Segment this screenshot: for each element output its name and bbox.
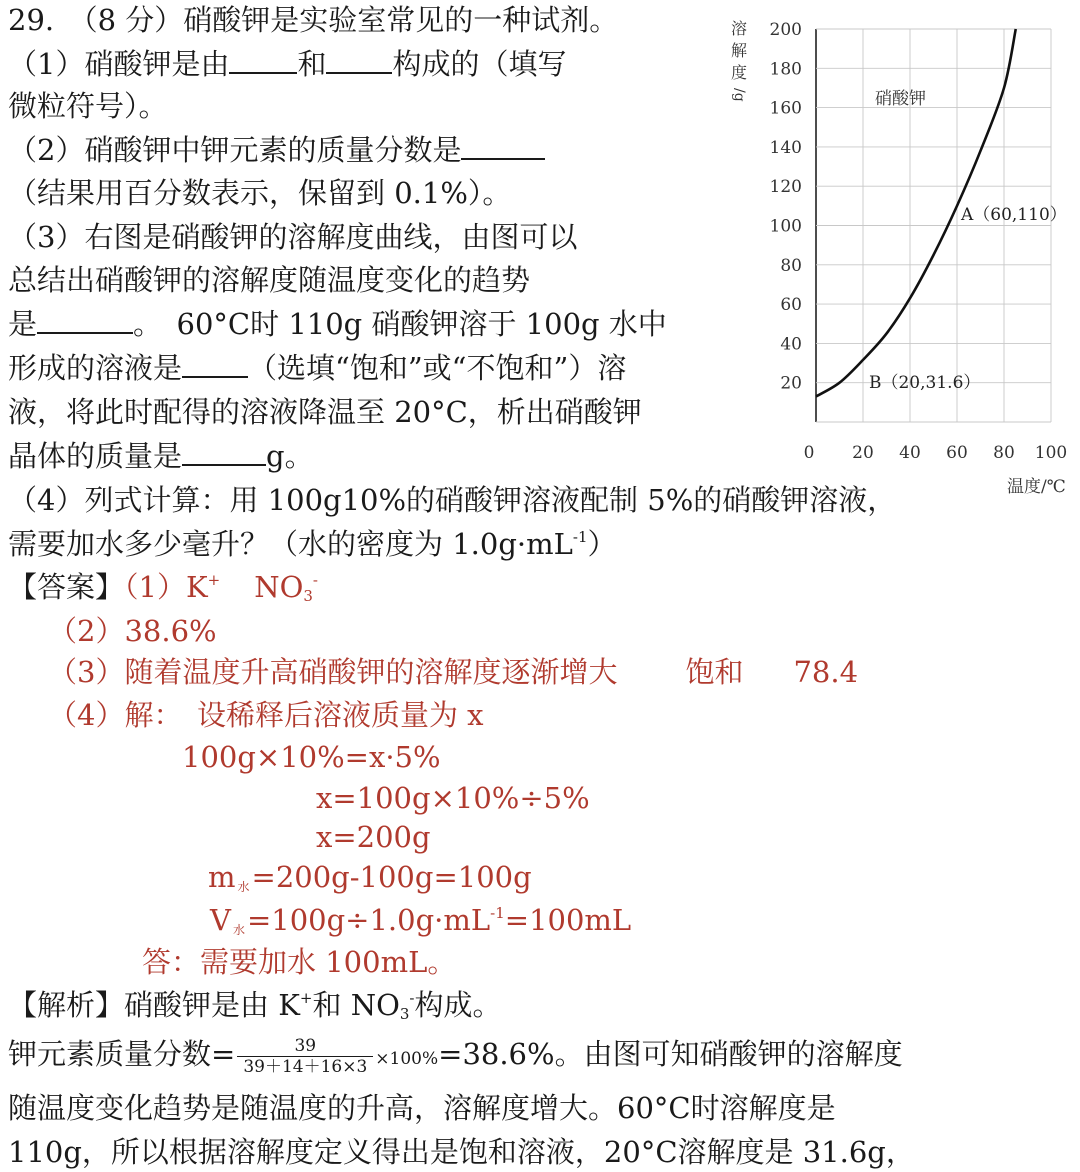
y-tick-label: 140 xyxy=(769,137,802,158)
y-tick-label: 200 xyxy=(769,20,802,40)
solution-step-4: m $_水$=200g-100g=100g xyxy=(208,860,532,894)
answer-blank-4[interactable] xyxy=(37,306,133,334)
question-line-3: 微粒符号）。 xyxy=(8,89,168,123)
x-tick-label: 20 xyxy=(852,443,874,463)
question-line-5: （结果用百分数表示，保留到 0.1%）。 xyxy=(8,176,512,210)
y-axis-label-char: 解 xyxy=(731,41,748,60)
y-tick-label: 120 xyxy=(769,177,802,198)
y-axis-label-unit: /g xyxy=(731,88,747,102)
question-line-9: 形成的溶液是 （选填“饱和”或“不饱和”）溶 xyxy=(8,351,627,385)
question-line-13: 需要加水多少毫升？（水的密度为 $1.0g\cdot mL^{-1}$） xyxy=(8,527,617,561)
question-line-8: 是 。 60°C时 110g 硝酸钾溶于 100g 水中 xyxy=(8,307,667,341)
question-line-4: （2）硝酸钾中钾元素的质量分数是 xyxy=(8,130,545,170)
chart-x-ticks xyxy=(804,443,1068,463)
mass-fraction-formula: $\frac{39}{39+14+16\times 3}$ xyxy=(237,1036,373,1077)
y-tick-label: 40 xyxy=(780,334,802,355)
y-tick-label: 160 xyxy=(769,98,802,119)
point-b-label: B（20,31.6） xyxy=(869,373,981,393)
y-tick-label: 60 xyxy=(780,295,802,316)
x-tick-label: 60 xyxy=(946,443,968,463)
question-line-7: 总结出硝酸钾的溶解度随温度变化的趋势 xyxy=(8,263,531,297)
solution-step-2: x=100g×10%÷5% xyxy=(316,781,590,815)
analysis-line-2: 钾元素质量分数= $\frac{39}{39+14+16\times 3}$ ×100%=38.6%。由图可知硝酸钾的溶解度 xyxy=(8,1035,903,1077)
x-tick-label: 80 xyxy=(993,443,1015,463)
question-line-1: 29. （8 分）硝酸钾是实验室常见的一种试剂。 xyxy=(8,3,619,37)
analysis-line-4: 110g，所以根据溶解度定义得出是饱和溶液，20°C溶解度是 31.6g， xyxy=(8,1135,915,1169)
answer-line-2: （2）38.6% xyxy=(48,614,217,648)
question-line-10: 液，将此时配得的溶液降温至 20°C，析出硝酸钾 xyxy=(8,395,642,429)
solution-step-1: 100g×10%=x·5% xyxy=(182,740,441,774)
answer-blank-6[interactable] xyxy=(182,438,266,466)
solubility-chart xyxy=(725,10,1075,500)
solution-step-3: x=200g xyxy=(316,820,431,854)
analysis-label: 【解析】 xyxy=(8,988,125,1022)
x-tick-label: 0 xyxy=(803,443,815,463)
answer-line-3: （3）随着温度升高硝酸钾的溶解度逐渐增大 饱和 78.4 xyxy=(48,655,859,689)
analysis-line-1: 【解析】硝酸钾是由 K+和 $NO_3^-$构成。 xyxy=(8,988,502,1023)
y-tick-label: 180 xyxy=(769,59,802,80)
y-axis-label-char: 溶 xyxy=(731,19,748,38)
answer-blank-3[interactable] xyxy=(461,132,545,160)
question-line-6: （3）右图是硝酸钾的溶解度曲线，由图可以 xyxy=(8,220,578,254)
solution-conclusion: 答：需要加水 100mL。 xyxy=(142,945,457,979)
chart-grid xyxy=(816,29,1051,422)
point-a-label: A（60,110） xyxy=(961,205,1067,225)
chart-series-label: 硝酸钾 xyxy=(875,89,926,109)
chart-x-axis-label: 温度/℃ xyxy=(1007,477,1066,497)
y-tick-label: 20 xyxy=(780,373,802,394)
y-tick-label: 80 xyxy=(780,255,802,276)
answer-line-4: （4）解： 设稀释后溶液质量为 x xyxy=(48,698,484,732)
chart-y-axis-label xyxy=(731,19,747,102)
answer-line-1: 【答案】（1）K+ $NO_3^-$ xyxy=(8,570,318,605)
solution-step-5: V $_水=100g\div 1.0g\cdot mL^{-1}=100mL$ xyxy=(210,903,632,937)
question-line-12: （4）列式计算：用 100g10%的硝酸钾溶液配制 5%的硝酸钾溶液， xyxy=(8,483,897,517)
y-axis-label-char: 度 xyxy=(731,63,748,82)
answer-blank-2[interactable] xyxy=(326,46,392,74)
answer-blank-5[interactable] xyxy=(182,350,248,378)
analysis-line-3: 随温度变化趋势是随温度的升高，溶解度增大。60°C时溶解度是 xyxy=(8,1091,836,1125)
chart-y-ticks xyxy=(770,20,802,394)
question-line-11: 晶体的质量是 g。 xyxy=(8,439,314,473)
x-tick-label: 40 xyxy=(899,443,921,463)
y-tick-label: 100 xyxy=(769,216,802,237)
question-line-2: （1）硝酸钾是由 和 构成的（填写 xyxy=(8,47,567,81)
answer-blank-1[interactable] xyxy=(229,46,297,74)
x-tick-label: 100 xyxy=(1034,443,1068,463)
answer-label: 【答案】 xyxy=(8,570,125,604)
